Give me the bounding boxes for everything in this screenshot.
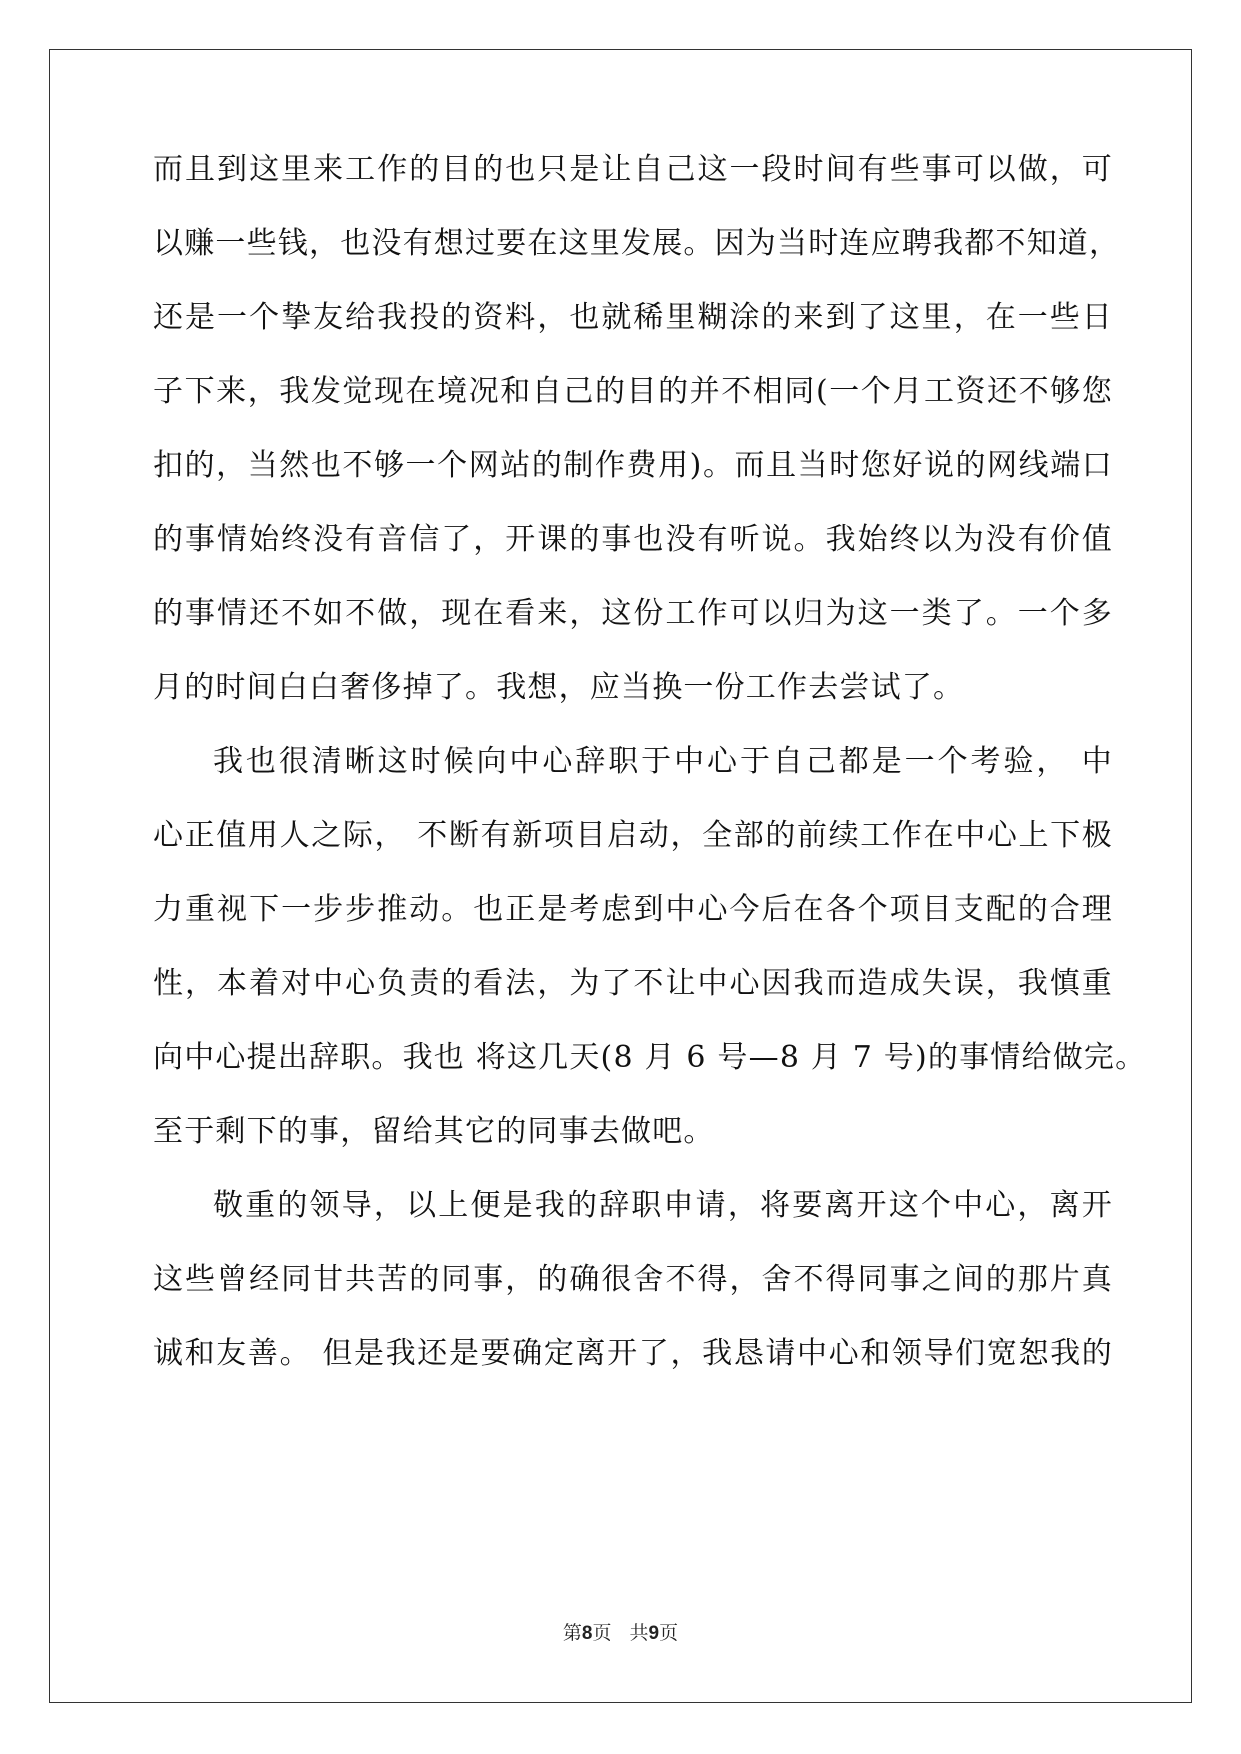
total-prefix: 共: [629, 1622, 649, 1644]
text-line: 以赚一些钱，也没有想过要在这里发展。因为当时连应聘我都不知道，: [153, 226, 1121, 261]
text-line: 性，本着对中心负责的看法，为了不让中心因我而造成失误，我慎重: [153, 966, 1113, 1001]
page-footer: [0, 1620, 1241, 1647]
paragraph-first-line: 我也很清晰这时候向中心辞职于中心于自己都是一个考验， 中: [213, 744, 1113, 779]
paragraph-first-line: 敬重的领导，以上便是我的辞职申请，将要离开这个中心，离开: [213, 1188, 1113, 1223]
total-suffix: 页: [659, 1622, 679, 1644]
text-line: 至于剩下的事，留给其它的同事去做吧。: [153, 1114, 715, 1149]
page-number: 8: [581, 1623, 593, 1644]
text-line: 这些曾经同甘共苦的同事，的确很舍不得，舍不得同事之间的那片真: [153, 1262, 1113, 1297]
text-line: 心正值用人之际， 不断有新项目启动，全部的前续工作在中心上下极: [153, 818, 1113, 853]
text-line: 的事情始终没有音信了，开课的事也没有听说。我始终以为没有价值: [153, 522, 1113, 557]
text-line: 诚和友善。 但是我还是要确定离开了，我恳请中心和领导们宽恕我的: [153, 1336, 1113, 1371]
text-line: 子下来，我发觉现在境况和自己的目的并不相同(一个月工资还不够您: [153, 374, 1113, 409]
text-line: 力重视下一步步推动。也正是考虑到中心今后在各个项目支配的合理: [153, 892, 1113, 927]
text-line: 的事情还不如不做，现在看来，这份工作可以归为这一类了。一个多: [153, 596, 1113, 631]
page-suffix: 页: [592, 1622, 612, 1644]
page-prefix: 第: [562, 1622, 582, 1644]
text-line: 还是一个挚友给我投的资料，也就稀里糊涂的来到了这里，在一些日: [153, 300, 1113, 335]
text-line: 向中心提出辞职。我也 将这几天(8 月 6 号—8 月 7 号)的事情给做完。: [153, 1040, 1147, 1075]
text-line: 而且到这里来工作的目的也只是让自己这一段时间有些事可以做，可: [153, 152, 1113, 187]
total-pages: 9: [648, 1623, 660, 1644]
text-line: 月的时间白白奢侈掉了。我想，应当换一份工作去尝试了。: [153, 670, 965, 705]
text-line: 扣的，当然也不够一个网站的制作费用)。而且当时您好说的网线端口: [153, 448, 1113, 483]
